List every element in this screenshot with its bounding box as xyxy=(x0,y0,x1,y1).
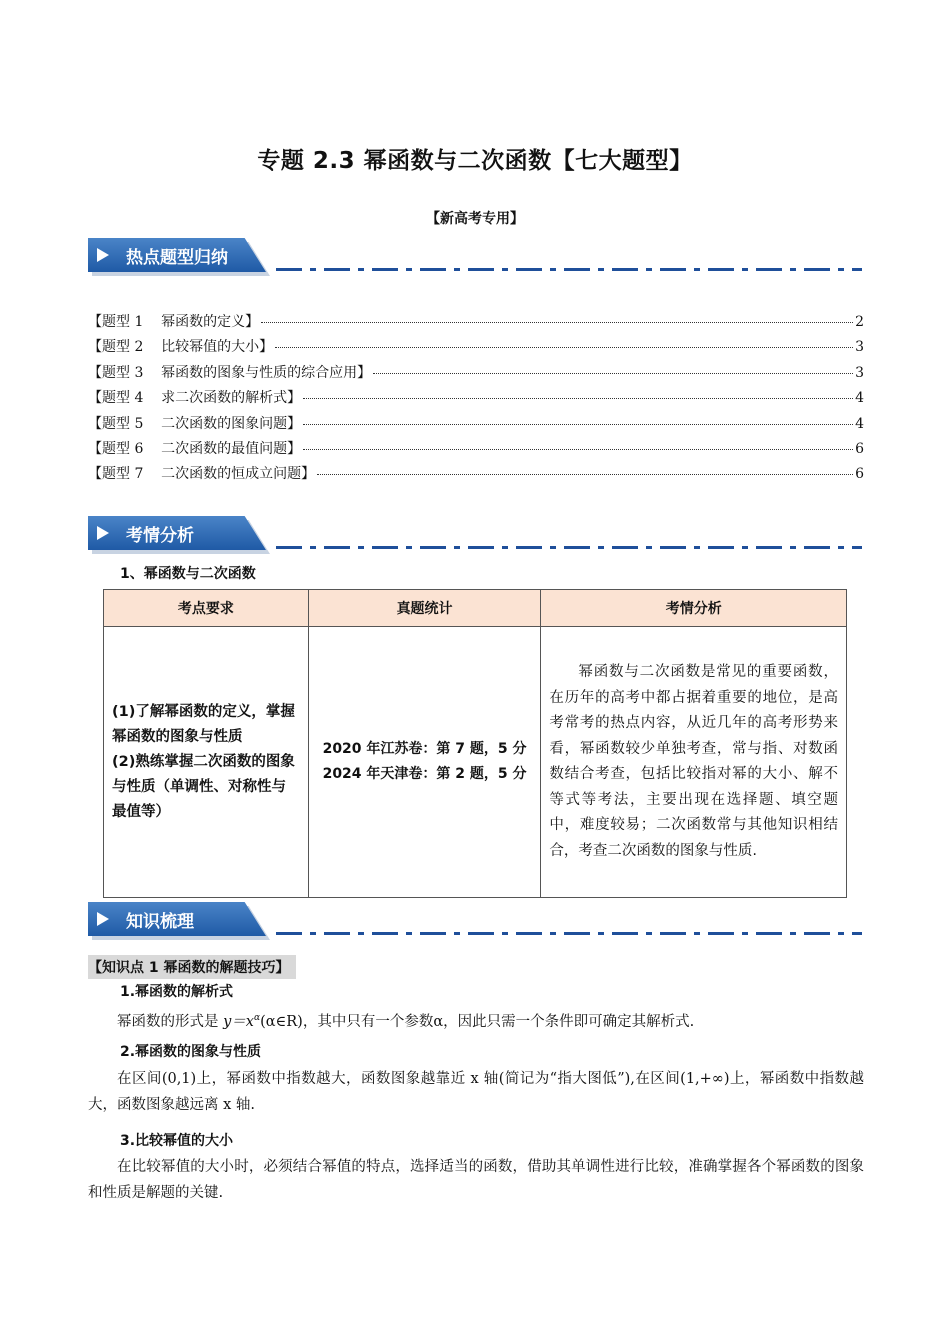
banner-analysis xyxy=(88,516,862,552)
paragraph: 幂函数的形式是 $y=x^\alpha(\alpha\in R)$，其中只有一个参数α，因此只需一个条件即可确定其解析式. xyxy=(117,1013,695,1030)
toc-item[interactable]: 【题型 7 二次函数的恒成立问题】 6 xyxy=(88,466,864,483)
page-title: 专题 2.3 幂函数与二次函数【七大题型】 xyxy=(257,148,693,174)
page-subtitle: 【新高考专用】 xyxy=(426,211,524,227)
column-header: 考情分析 xyxy=(541,590,847,627)
table-of-contents xyxy=(88,311,864,489)
banner-hot-types xyxy=(88,238,862,274)
subsection-title: 2.幂函数的图象与性质 xyxy=(120,1044,262,1060)
toc-item[interactable]: 【题型 4 求二次函数的解析式】 4 xyxy=(88,390,864,407)
column-header: 考点要求 xyxy=(104,590,309,627)
dashed-divider xyxy=(276,546,862,549)
knowledge-point-label: 【知识点 1 幂函数的解题技巧】 xyxy=(88,955,296,979)
play-arrow-icon xyxy=(97,912,109,926)
banner-knowledge xyxy=(88,902,862,938)
subsection-title: 1.幂函数的解析式 xyxy=(120,984,234,1000)
column-header: 真题统计 xyxy=(308,590,541,627)
dashed-divider xyxy=(276,268,862,271)
dashed-divider xyxy=(276,932,862,935)
paragraph: 在区间(0,1)上，幂函数中指数越大，函数图象越靠近 x 轴(简记为“指大图低”),在区间(1,+∞)上，幂函数中指数越大，函数图象越远离 x 轴. xyxy=(88,1071,864,1113)
banner-label: 热点题型归纳 xyxy=(126,248,228,268)
analysis-cell: 幂函数与二次函数是常见的重要函数，在历年的高考中都占据着重要的地位，是高考常考的热点内容，从近几年的高考形势来看，幂函数较少单独考查，常与指、对数函数结合考查，包括比较指对幂的大小、解不等式等考法，主要出现在选择题、填空题中，难度较易；二次函数常与其他知识相结合，考查二次函数的图象与性质. xyxy=(541,627,847,898)
stats-cell: 2020 年江苏卷：第 7 题，5 分 2024 年天津卷：第 2 题，5 分 xyxy=(308,627,541,898)
exam-analysis-table xyxy=(103,589,847,898)
play-arrow-icon xyxy=(97,526,109,540)
subsection-title: 3.比较幂值的大小 xyxy=(120,1133,234,1149)
toc-item[interactable]: 【题型 1 幂函数的定义】 2 xyxy=(88,314,864,330)
play-arrow-icon xyxy=(97,248,109,262)
banner-label: 知识梳理 xyxy=(126,912,194,932)
requirements-cell: (1)了解幂函数的定义，掌握幂函数的图象与性质 (2)熟练掌握二次函数的图象与性质（单调性、对称性与最值等） xyxy=(104,627,309,898)
toc-item[interactable]: 【题型 6 二次函数的最值问题】 6 xyxy=(88,440,864,457)
toc-item[interactable]: 【题型 2 比较幂值的大小】 3 xyxy=(88,339,864,356)
toc-item[interactable]: 【题型 3 幂函数的图象与性质的综合应用】 3 xyxy=(88,364,864,381)
paragraph: 在比较幂值的大小时，必须结合幂值的特点，选择适当的函数，借助其单调性进行比较，准确掌握各个幂函数的图象和性质是解题的关键. xyxy=(88,1159,864,1201)
section-heading: 1、幂函数与二次函数 xyxy=(120,566,256,582)
formula: y＝x xyxy=(223,1013,254,1030)
toc-item[interactable]: 【题型 5 二次函数的图象问题】 4 xyxy=(88,415,864,432)
banner-label: 考情分析 xyxy=(126,526,194,546)
